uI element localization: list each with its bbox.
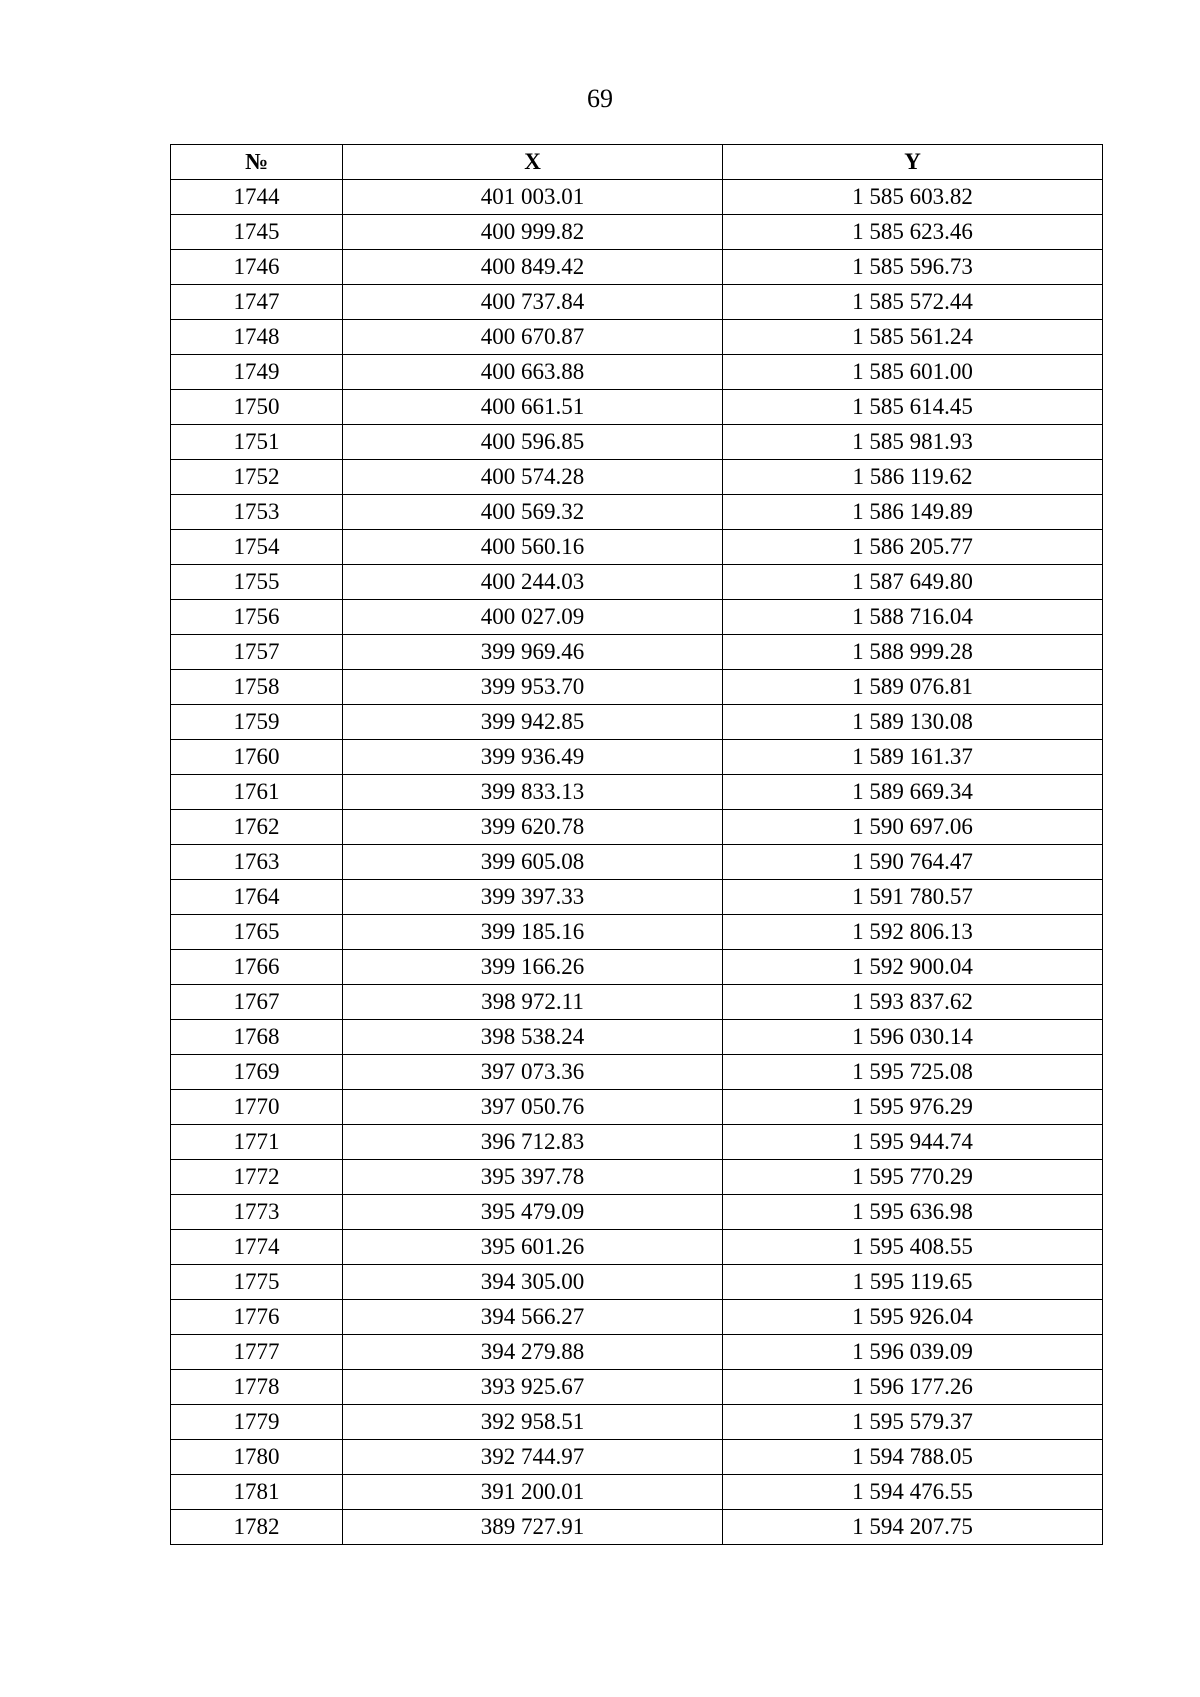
cell-y: 1 595 725.08 [723,1055,1103,1090]
table-row [171,845,1103,880]
cell-number: 1752 [171,460,343,495]
cell-y: 1 595 944.74 [723,1125,1103,1160]
cell-x: 389 727.91 [343,1510,723,1545]
cell-number: 1753 [171,495,343,530]
cell-number: 1775 [171,1265,343,1300]
table-row [171,1230,1103,1265]
cell-x: 395 601.26 [343,1230,723,1265]
cell-number: 1749 [171,355,343,390]
table-row [171,460,1103,495]
cell-y: 1 595 976.29 [723,1090,1103,1125]
table-row [171,1475,1103,1510]
cell-x: 399 605.08 [343,845,723,880]
table-row [171,950,1103,985]
table-row [171,1405,1103,1440]
cell-number: 1767 [171,985,343,1020]
table-row [171,880,1103,915]
cell-y: 1 589 669.34 [723,775,1103,810]
cell-number: 1755 [171,565,343,600]
cell-x: 400 849.42 [343,250,723,285]
cell-number: 1781 [171,1475,343,1510]
cell-y: 1 586 149.89 [723,495,1103,530]
header-number: № [171,145,343,180]
cell-number: 1778 [171,1370,343,1405]
cell-y: 1 590 764.47 [723,845,1103,880]
table-row [171,1370,1103,1405]
cell-x: 399 397.33 [343,880,723,915]
table-row [171,775,1103,810]
table-row [171,215,1103,250]
cell-number: 1761 [171,775,343,810]
cell-number: 1771 [171,1125,343,1160]
cell-x: 398 972.11 [343,985,723,1020]
cell-y: 1 590 697.06 [723,810,1103,845]
cell-number: 1782 [171,1510,343,1545]
table-row [171,740,1103,775]
table-row [171,1055,1103,1090]
cell-number: 1776 [171,1300,343,1335]
cell-y: 1 595 579.37 [723,1405,1103,1440]
table-row [171,180,1103,215]
cell-y: 1 588 716.04 [723,600,1103,635]
cell-number: 1769 [171,1055,343,1090]
cell-number: 1744 [171,180,343,215]
cell-y: 1 585 981.93 [723,425,1103,460]
cell-number: 1763 [171,845,343,880]
cell-x: 400 569.32 [343,495,723,530]
cell-y: 1 592 806.13 [723,915,1103,950]
cell-x: 400 737.84 [343,285,723,320]
table-row [171,985,1103,1020]
table-row [171,1125,1103,1160]
cell-x: 396 712.83 [343,1125,723,1160]
cell-number: 1764 [171,880,343,915]
cell-y: 1 585 603.82 [723,180,1103,215]
table-row [171,250,1103,285]
cell-number: 1756 [171,600,343,635]
table-row [171,1090,1103,1125]
table-row [171,1195,1103,1230]
cell-number: 1746 [171,250,343,285]
cell-y: 1 594 788.05 [723,1440,1103,1475]
cell-x: 394 305.00 [343,1265,723,1300]
cell-y: 1 595 408.55 [723,1230,1103,1265]
cell-x: 391 200.01 [343,1475,723,1510]
table-row [171,565,1103,600]
cell-y: 1 595 119.65 [723,1265,1103,1300]
header-y: Y [723,145,1103,180]
cell-y: 1 591 780.57 [723,880,1103,915]
cell-y: 1 596 039.09 [723,1335,1103,1370]
cell-y: 1 594 476.55 [723,1475,1103,1510]
table-row [171,1510,1103,1545]
cell-x: 399 620.78 [343,810,723,845]
cell-y: 1 585 572.44 [723,285,1103,320]
cell-y: 1 596 177.26 [723,1370,1103,1405]
cell-y: 1 595 926.04 [723,1300,1103,1335]
cell-y: 1 585 596.73 [723,250,1103,285]
cell-y: 1 589 161.37 [723,740,1103,775]
cell-x: 392 958.51 [343,1405,723,1440]
cell-y: 1 585 601.00 [723,355,1103,390]
table-row [171,1160,1103,1195]
cell-x: 397 073.36 [343,1055,723,1090]
cell-number: 1779 [171,1405,343,1440]
cell-x: 400 244.03 [343,565,723,600]
table-row [171,1265,1103,1300]
cell-y: 1 595 770.29 [723,1160,1103,1195]
cell-x: 399 942.85 [343,705,723,740]
table-row [171,705,1103,740]
cell-x: 399 185.16 [343,915,723,950]
cell-x: 401 003.01 [343,180,723,215]
cell-x: 399 969.46 [343,635,723,670]
cell-x: 400 596.85 [343,425,723,460]
cell-x: 395 397.78 [343,1160,723,1195]
cell-y: 1 585 623.46 [723,215,1103,250]
cell-y: 1 587 649.80 [723,565,1103,600]
cell-x: 399 953.70 [343,670,723,705]
cell-number: 1760 [171,740,343,775]
cell-number: 1765 [171,915,343,950]
cell-x: 392 744.97 [343,1440,723,1475]
cell-y: 1 593 837.62 [723,985,1103,1020]
cell-x: 393 925.67 [343,1370,723,1405]
cell-y: 1 595 636.98 [723,1195,1103,1230]
cell-x: 394 566.27 [343,1300,723,1335]
cell-number: 1768 [171,1020,343,1055]
table-row [171,425,1103,460]
table-row [171,320,1103,355]
cell-x: 397 050.76 [343,1090,723,1125]
cell-x: 400 661.51 [343,390,723,425]
cell-y: 1 585 614.45 [723,390,1103,425]
cell-number: 1772 [171,1160,343,1195]
table-row [171,810,1103,845]
cell-y: 1 586 119.62 [723,460,1103,495]
table-row [171,390,1103,425]
cell-x: 399 166.26 [343,950,723,985]
cell-y: 1 596 030.14 [723,1020,1103,1055]
cell-y: 1 588 999.28 [723,635,1103,670]
table-row [171,355,1103,390]
cell-number: 1777 [171,1335,343,1370]
cell-x: 400 560.16 [343,530,723,565]
cell-number: 1747 [171,285,343,320]
cell-y: 1 586 205.77 [723,530,1103,565]
cell-number: 1758 [171,670,343,705]
table-row [171,1020,1103,1055]
header-x: X [343,145,723,180]
table-row [171,495,1103,530]
table-row [171,670,1103,705]
table-row [171,1335,1103,1370]
coordinates-table [170,144,1103,1545]
table-row [171,530,1103,565]
cell-number: 1757 [171,635,343,670]
cell-number: 1748 [171,320,343,355]
cell-y: 1 589 130.08 [723,705,1103,740]
cell-y: 1 589 076.81 [723,670,1103,705]
cell-x: 395 479.09 [343,1195,723,1230]
cell-number: 1762 [171,810,343,845]
cell-y: 1 585 561.24 [723,320,1103,355]
cell-number: 1751 [171,425,343,460]
page-number: 69 [587,84,613,113]
cell-x: 394 279.88 [343,1335,723,1370]
cell-number: 1754 [171,530,343,565]
cell-y: 1 592 900.04 [723,950,1103,985]
table-body [171,180,1103,1545]
cell-x: 399 833.13 [343,775,723,810]
cell-number: 1745 [171,215,343,250]
table-header-row [171,145,1103,180]
cell-number: 1759 [171,705,343,740]
cell-x: 398 538.24 [343,1020,723,1055]
cell-number: 1780 [171,1440,343,1475]
table-row [171,915,1103,950]
table-row [171,635,1103,670]
cell-number: 1773 [171,1195,343,1230]
cell-x: 400 999.82 [343,215,723,250]
cell-x: 400 663.88 [343,355,723,390]
table-row [171,1300,1103,1335]
cell-x: 400 574.28 [343,460,723,495]
table-row [171,1440,1103,1475]
cell-x: 399 936.49 [343,740,723,775]
cell-number: 1766 [171,950,343,985]
cell-number: 1774 [171,1230,343,1265]
table-row [171,600,1103,635]
cell-number: 1750 [171,390,343,425]
table-row [171,285,1103,320]
cell-x: 400 670.87 [343,320,723,355]
cell-y: 1 594 207.75 [723,1510,1103,1545]
cell-x: 400 027.09 [343,600,723,635]
cell-number: 1770 [171,1090,343,1125]
